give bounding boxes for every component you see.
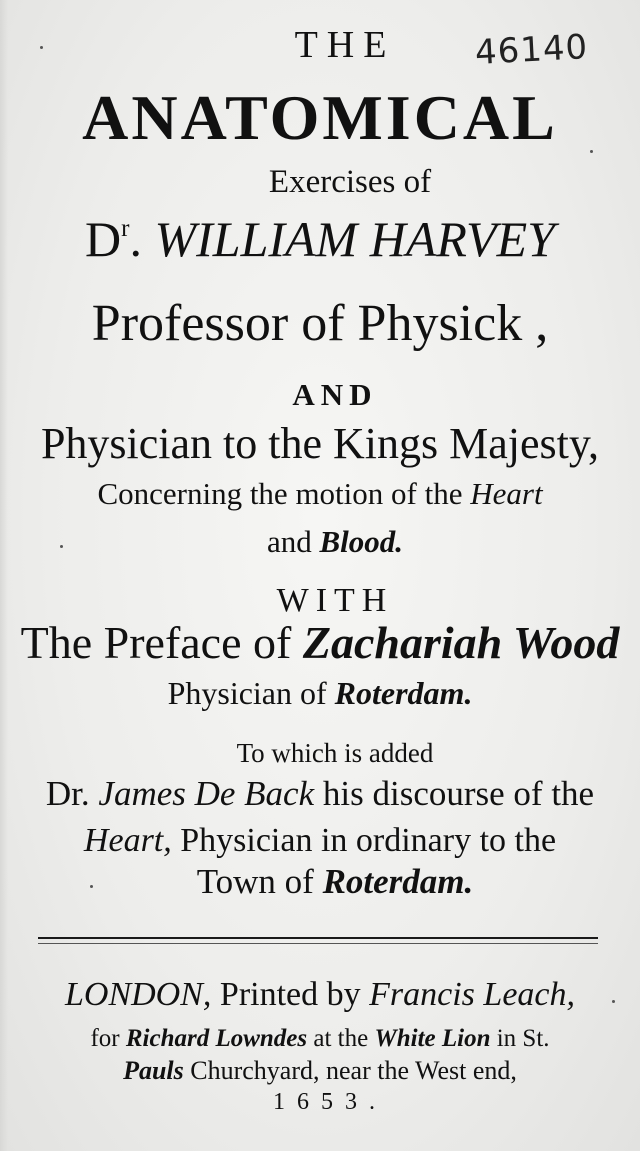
and-line: AND <box>292 377 378 412</box>
divider-rule-thin <box>38 943 598 944</box>
with-line: WITH <box>276 582 394 619</box>
imprint-year: 1653. <box>273 1089 387 1115</box>
printed-by: Printed by <box>219 976 361 1013</box>
dr-dot: . <box>129 211 142 267</box>
roterdam-word-1: Roterdam. <box>334 675 473 711</box>
physician-of: Physician of <box>167 675 327 711</box>
dr-james-prefix: Dr. <box>45 774 90 813</box>
imprint-bookseller-line <box>0 1026 640 1051</box>
town-roterdam-line <box>0 864 640 899</box>
blood-line <box>0 526 640 557</box>
blood-word: Blood. <box>319 524 404 559</box>
ink-speck <box>40 46 43 49</box>
professor-line: Professor of Physick , <box>91 295 549 352</box>
for-word: for <box>90 1025 120 1052</box>
dr-prefix: D <box>85 211 122 267</box>
accession-number: 46140 <box>474 27 590 73</box>
title-the: THE <box>294 24 396 66</box>
title-anatomical: ANATOMICAL <box>82 82 558 153</box>
physician-kings-line: Physician to the Kings Majesty, <box>40 419 600 468</box>
discourse-text: his discourse of the <box>322 774 595 813</box>
ink-speck <box>60 545 63 548</box>
to-which-added-line: To which is added <box>236 738 434 768</box>
james-de-back-line <box>0 776 640 811</box>
dr-superscript: r <box>121 215 130 242</box>
heart-physician-line <box>0 824 640 858</box>
pauls-word: Pauls <box>123 1056 184 1085</box>
heart-word: Heart <box>470 476 543 511</box>
bookseller-name: Richard Lowndes <box>125 1025 308 1052</box>
author-name: WILLIAM HARVEY <box>154 211 555 267</box>
divider-rule <box>38 937 598 939</box>
and-word: and <box>266 524 312 559</box>
physician-roterdam-line <box>0 677 640 709</box>
concerning-line <box>0 478 640 509</box>
author-line <box>0 211 640 267</box>
roterdam-word-2: Roterdam. <box>322 862 474 901</box>
churchyard-text: Churchyard, near the West end, <box>190 1056 517 1085</box>
physician-ordinary: Physician in ordinary to the <box>180 822 557 859</box>
title-exercises: Exercises of <box>268 164 432 200</box>
printer-name: Francis Leach, <box>369 976 575 1013</box>
concerning-text: Concerning the motion of the <box>97 476 463 511</box>
ink-speck <box>90 885 93 888</box>
ink-speck <box>612 1000 615 1003</box>
in-st: in St. <box>496 1025 550 1052</box>
heart-word-2: Heart, <box>83 822 172 859</box>
preface-line <box>0 617 640 668</box>
shop-sign: White Lion <box>374 1025 491 1052</box>
preface-author: Zachariah Wood <box>302 617 620 668</box>
the-preface-of: The Preface of <box>20 617 292 668</box>
london-word: LONDON, <box>64 976 212 1013</box>
ink-speck <box>590 150 593 153</box>
james-de-back: James De Back <box>98 774 315 813</box>
imprint-london-line <box>0 978 640 1012</box>
town-of: Town of <box>196 862 314 901</box>
at-the: at the <box>313 1025 369 1052</box>
imprint-churchyard-line <box>0 1058 640 1084</box>
